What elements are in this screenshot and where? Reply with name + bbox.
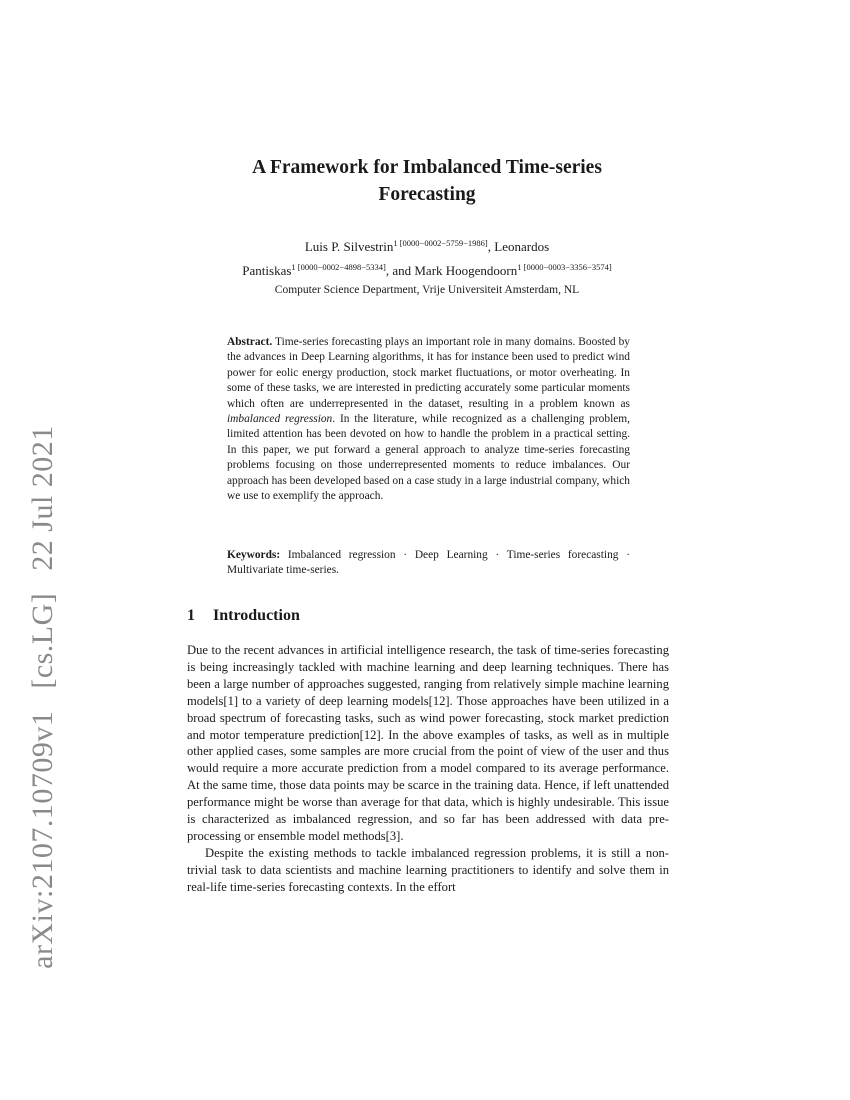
abstract [227,335,630,504]
section-title: Introduction [213,607,300,624]
title-line-2: Forecasting [378,184,476,205]
paper-title [170,154,684,208]
author-1-name: Luis P. Silvestrin [304,239,394,254]
author-3-orcid: 1 [0000−0003−3356−3574] [517,262,612,272]
abstract-italic-term: imbalanced regression [227,413,333,426]
arxiv-id: arXiv:2107.10709v1 [26,710,59,969]
author-separator-2: , and Mark Hoogendoorn [385,263,518,278]
author-list [160,233,694,281]
paragraph-1: Due to the recent advances in artificial intelligence research, the task of time-series forecasting is being increasingly tackled with machine learning and deep learning techniques. There has been a large number of approaches suggested, ranging from relatively simple machine learning models[1] to a variety of deep learning models[12]. Those approaches have been utilized in a broad spectrum of forecasting tasks, such as wind power forecasting, stock market prediction and motor temperature prediction[12]. In the above examples of tasks, as well as in multiple other applied cases, some samples are more crucial from the point of view of the user and thus would require a more accurate prediction from a model compared to its average performance. At the same time, those data points may be scarce in the training data. Hence, if left unattended performance might be worse than average for that data, which is highly undesirable. This issue is characterized as imbalanced regression, and so far has been addressed with data pre-processing or ensemble model methods[3]. [187,643,669,843]
abstract-text-b: . In the literature, while recognized as a challenging problem, limited attention has been devoted on how to handle the problem in a practical setting. In this paper, we put forward a general approach to analyze time-series forecasting problems focusing on those underrepresented moments to reduce imbalances. Our approach has been developed based on a case study in a large industrial company, which we use to exemplify the approach. [227,413,630,503]
author-1-orcid: 1 [0000−0002−5759−1986] [393,238,488,248]
keywords [227,548,630,579]
author-2-orcid: 1 [0000−0002−4898−5334] [291,262,386,272]
section-heading [187,607,300,625]
abstract-label: Abstract. [227,336,273,348]
keywords-label: Keywords: [227,549,281,561]
keywords-text: Imbalanced regression · Deep Learning · Time-series forecasting · Multivariate time-series. [227,549,630,577]
affiliation: Computer Science Department, Vrije Universiteit Amsterdam, NL [274,284,580,296]
arxiv-side-stamp [26,411,60,969]
arxiv-category: [cs.LG] [26,592,59,689]
introduction-body [187,642,669,896]
arxiv-date: 22 Jul 2021 [26,425,59,571]
section-number: 1 [187,607,195,624]
title-line-1: A Framework for Imbalanced Time-series [252,157,602,178]
paragraph-2: Despite the existing methods to tackle imbalanced regression problems, it is still a non-trivial task to data scientists and machine learning practitioners to identify and solve them in real-life time-series forecasting contexts. In the effort [187,845,669,894]
abstract-text-a: Time-series forecasting plays an important role in many domains. Boosted by the advances in Deep Learning algorithms, it has for instance been used to predict wind power for eolic energy production, stock market fluctuations, or motor overheating. In some of these tasks, we are interested in predicting accurately some particular moments which often are underrepresented in the dataset, resulting in a problem known as [227,336,630,410]
author-separator-1: , Leonardos [487,239,550,254]
author-2-name: Pantiskas [242,263,292,278]
